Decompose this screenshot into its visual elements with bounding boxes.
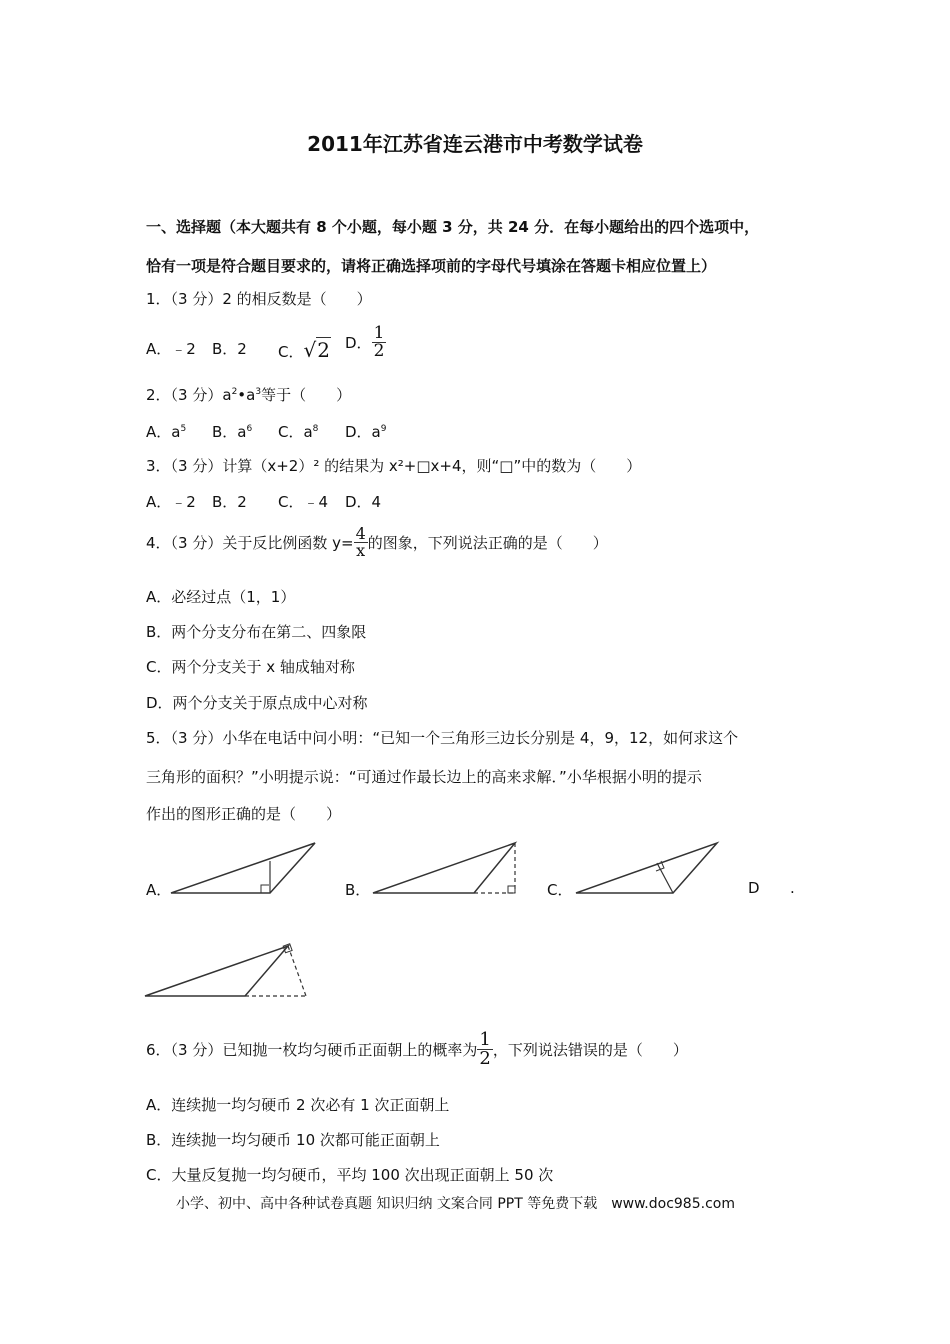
question-2-stem <box>146 384 351 405</box>
q4-stem-pre: 4．（3 分）关于反比例函数 y= <box>146 534 354 552</box>
triangle-c <box>576 843 717 893</box>
question-2-option-a <box>146 421 186 442</box>
fraction-denominator: 2 <box>479 1048 491 1069</box>
question-4-option-c: C．两个分支关于 x 轴成轴对称 <box>146 658 355 676</box>
question-4-option-d: D．两个分支关于原点成中心对称 <box>146 694 368 712</box>
question-1-option-d <box>345 325 386 360</box>
fraction-numerator: 1 <box>373 323 385 343</box>
question-5-option-a: A． <box>146 881 172 899</box>
fraction-numerator: 4 <box>355 524 366 543</box>
question-5-option-d-dot: . <box>790 879 795 897</box>
triangle-a <box>171 843 315 893</box>
question-1-option-a: A．﹣2 <box>146 340 196 358</box>
fraction-denominator: x <box>354 542 368 559</box>
altitude-c <box>657 863 673 893</box>
q6-stem-pre: 6．（3 分）已知抛一枚均匀硬币正面朝上的概率为 <box>146 1041 478 1059</box>
question-2-option-d <box>345 421 386 442</box>
question-6-stem <box>146 1031 688 1068</box>
question-5-line3: 作出的图形正确的是（ ） <box>146 805 342 823</box>
q2-b-exp: 6 <box>246 424 253 434</box>
right-angle-mark-b <box>508 886 515 893</box>
question-3-stem: 3．（3 分）计算（x+2）² 的结果为 x²+□x+4，则“□”中的数为（ ） <box>146 457 642 475</box>
fraction-numerator: 1 <box>479 1029 491 1050</box>
question-6-option-c: C．大量反复抛一均匀硬币，平均 100 次出现正面朝上 50 次 <box>146 1166 554 1184</box>
question-6-option-b: B．连续抛一均匀硬币 10 次都可能正面朝上 <box>146 1131 440 1149</box>
q2-exp2: 3 <box>255 387 262 397</box>
question-2-option-b <box>212 421 252 442</box>
q4-stem-post: 的图象，下列说法正确的是（ ） <box>367 534 608 552</box>
q2-c-exp: 8 <box>312 424 319 434</box>
q2-d-exp: 9 <box>380 424 387 434</box>
q2-b-text: B．a <box>212 423 247 441</box>
fraction-one-half <box>477 1031 492 1068</box>
figure-option-d <box>140 940 315 1002</box>
triangle-b <box>373 843 515 893</box>
sqrt-expression: √2 <box>303 338 330 362</box>
q6-stem-post: ，下列说法错误的是（ ） <box>492 1041 688 1059</box>
question-4-option-a: A．必经过点（1，1） <box>146 588 296 606</box>
question-5-option-c: C． <box>547 881 573 899</box>
question-5-line2: 三角形的面积？”小明提示说：“可通过作最长边上的高来求解．”小华根据小明的提示 <box>146 768 702 786</box>
question-5-option-b: B． <box>345 881 371 899</box>
option-c-label: C． <box>278 343 304 361</box>
figure-option-a <box>165 838 325 900</box>
right-angle-mark-d <box>283 944 292 953</box>
question-3-option-a: A．﹣2 <box>146 493 196 511</box>
fraction-one-half <box>372 325 387 360</box>
question-1-stem: 1．（3 分）2 的相反数是（ ） <box>146 290 372 308</box>
q2-a-exp: 5 <box>180 424 187 434</box>
figure-option-b <box>367 838 527 900</box>
right-angle-mark-a <box>261 885 269 893</box>
option-d-label: D． <box>345 334 372 352</box>
fraction-4-over-x <box>354 526 368 559</box>
question-1-option-c <box>278 338 331 362</box>
question-3-option-c: C．﹣4 <box>278 493 329 511</box>
figure-option-c <box>570 838 730 900</box>
page-title: 2011年江苏省连云港市中考数学试卷 <box>307 132 643 156</box>
page-footer: 小学、初中、高中各种试卷真题 知识归纳 文案合同 PPT 等免费下载 www.doc985.com <box>176 1196 735 1212</box>
triangle-d <box>145 944 306 996</box>
question-5-line1: 5．（3 分）小华在电话中问小明：“已知一个三角形三边长分别是 4，9，12，如何求这个 <box>146 729 739 747</box>
question-4-option-b: B．两个分支分布在第二、四象限 <box>146 623 367 641</box>
sqrt-radicand: 2 <box>317 338 330 362</box>
dashed-side-d <box>288 946 306 996</box>
question-3-option-b: B．2 <box>212 493 247 511</box>
question-2-option-c <box>278 421 318 442</box>
question-3-option-d: D．4 <box>345 493 382 511</box>
question-5-option-d: D <box>748 879 760 897</box>
q2-mid: •a <box>237 386 256 404</box>
question-4-stem <box>146 526 608 559</box>
q2-d-text: D．a <box>345 423 381 441</box>
q2-stem-pre: 2．（3 分）a <box>146 386 232 404</box>
q2-stem-post: 等于（ ） <box>261 386 352 404</box>
question-1-option-b: B．2 <box>212 340 247 358</box>
q2-exp1: 2 <box>231 387 238 397</box>
section-heading-line1: 一、选择题（本大题共有 8 个小题，每小题 3 分，共 24 分．在每小题给出的四个选项中， <box>146 218 760 236</box>
fraction-denominator: 2 <box>373 341 385 361</box>
q2-a-text: A．a <box>146 423 181 441</box>
q2-c-text: C．a <box>278 423 313 441</box>
question-6-option-a: A．连续抛一均匀硬币 2 次必有 1 次正面朝上 <box>146 1096 450 1114</box>
section-heading-line2: 恰有一项是符合题目要求的，请将正确选择项前的字母代号填涂在答题卡相应位置上） <box>146 257 717 275</box>
